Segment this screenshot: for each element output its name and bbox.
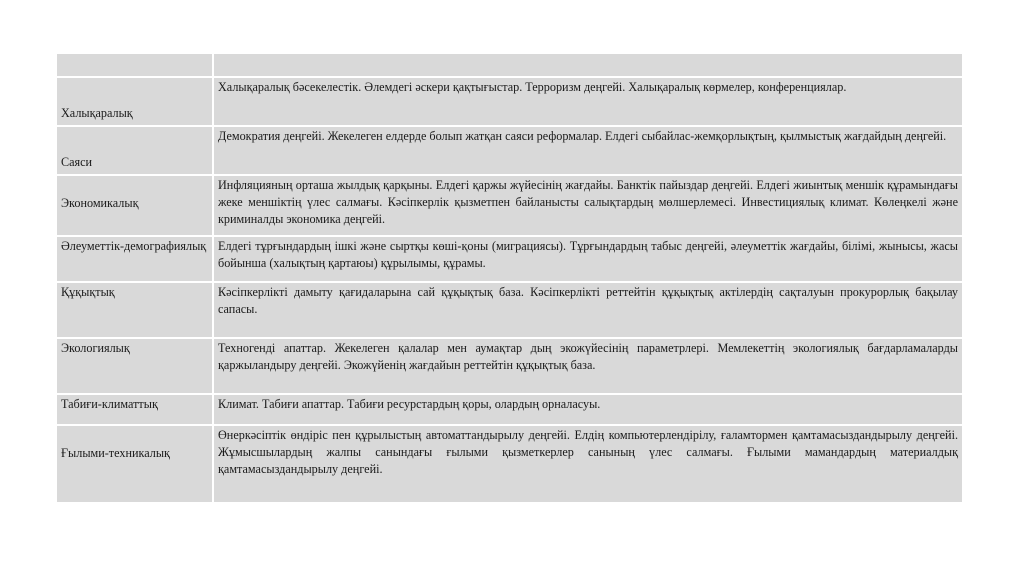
factor-cell: Халықаралық [56, 77, 213, 126]
table-row [56, 236, 963, 282]
table-row [56, 282, 963, 338]
factor-cell: Құқықтық [56, 282, 213, 338]
header-cell-factor [56, 53, 213, 77]
table-row [56, 338, 963, 394]
header-cell-description [213, 53, 963, 77]
description-cell: Кәсіпкерлікті дамыту қағидаларына сай құқықтық база. Кәсіпкерлікті реттейтін құқықтық актілердің сақталуын прокурорлық бақылау сапасы. [213, 282, 963, 338]
description-cell: Демократия деңгейі. Жекелеген елдерде болып жатқан саяси реформалар. Елдегі сыбайлас-жемқорлықтың, қылмыстық жағдайдың деңгейі. [213, 126, 963, 175]
factor-cell: Әлеуметтік-демографиялық [56, 236, 213, 282]
factor-cell: Экономикалық [56, 175, 213, 236]
factor-cell: Экологиялық [56, 338, 213, 394]
factor-cell: Ғылыми-техникалық [56, 425, 213, 503]
factors-table [55, 52, 964, 504]
factor-cell: Табиғи-климаттық [56, 394, 213, 425]
table-row [56, 77, 963, 126]
table-row [56, 394, 963, 425]
table-row [56, 175, 963, 236]
table-row [56, 425, 963, 503]
description-cell: Климат. Табиғи апаттар. Табиғи ресурстардың қоры, олардың орналасуы. [213, 394, 963, 425]
description-cell: Халықаралық бәсекелестік. Әлемдегі әскери қақтығыстар. Терроризм деңгейі. Халықаралық көрмелер, конференциялар. [213, 77, 963, 126]
table-row [56, 126, 963, 175]
description-cell: Техногенді апаттар. Жекелеген қалалар мен аумақтар дың экожүйесінің параметрлері. Мемлекеттің экологиялық бағдарламаларды қаржыландыру деңгейі. Экожүйенің жағдайын реттейтін құқықтық база. [213, 338, 963, 394]
description-cell: Инфляцияның орташа жылдық қарқыны. Елдегі қаржы жүйесінің жағдайы. Банктік пайыздар деңгейі. Елдегі жиынтық меншік құрамындағы жеке меншіктің үлес салмағы. Кәсіпкерлік қызметпен байланысты салықтардың мөлшерлемесі. Инвестициялық климат. Көлеңкелі және криминалды экономика деңгейі. [213, 175, 963, 236]
table-header-row [56, 53, 963, 77]
description-cell: Өнеркәсіптік өндіріс пен құрылыстың автоматтандырылу деңгейі. Елдің компьютерлендірілу, ғаламтормен қамтамасыздандырылу деңгейі. Жұмысшылардың жалпы санындағы ғылыми қызметкерлер санының үлес салмағы. Ғылыми мамандардың материалдық қамтамасыздандырылу деңгейі. [213, 425, 963, 503]
factor-cell: Саяси [56, 126, 213, 175]
description-cell: Елдегі тұрғындардың ішкі және сыртқы көші-қоны (миграциясы). Тұрғындардың табыс деңгейі, әлеуметтік жағдайы, білімі, жынысы, жасы бойынша (халықтың қартаюы) құрылымы, құрамы. [213, 236, 963, 282]
